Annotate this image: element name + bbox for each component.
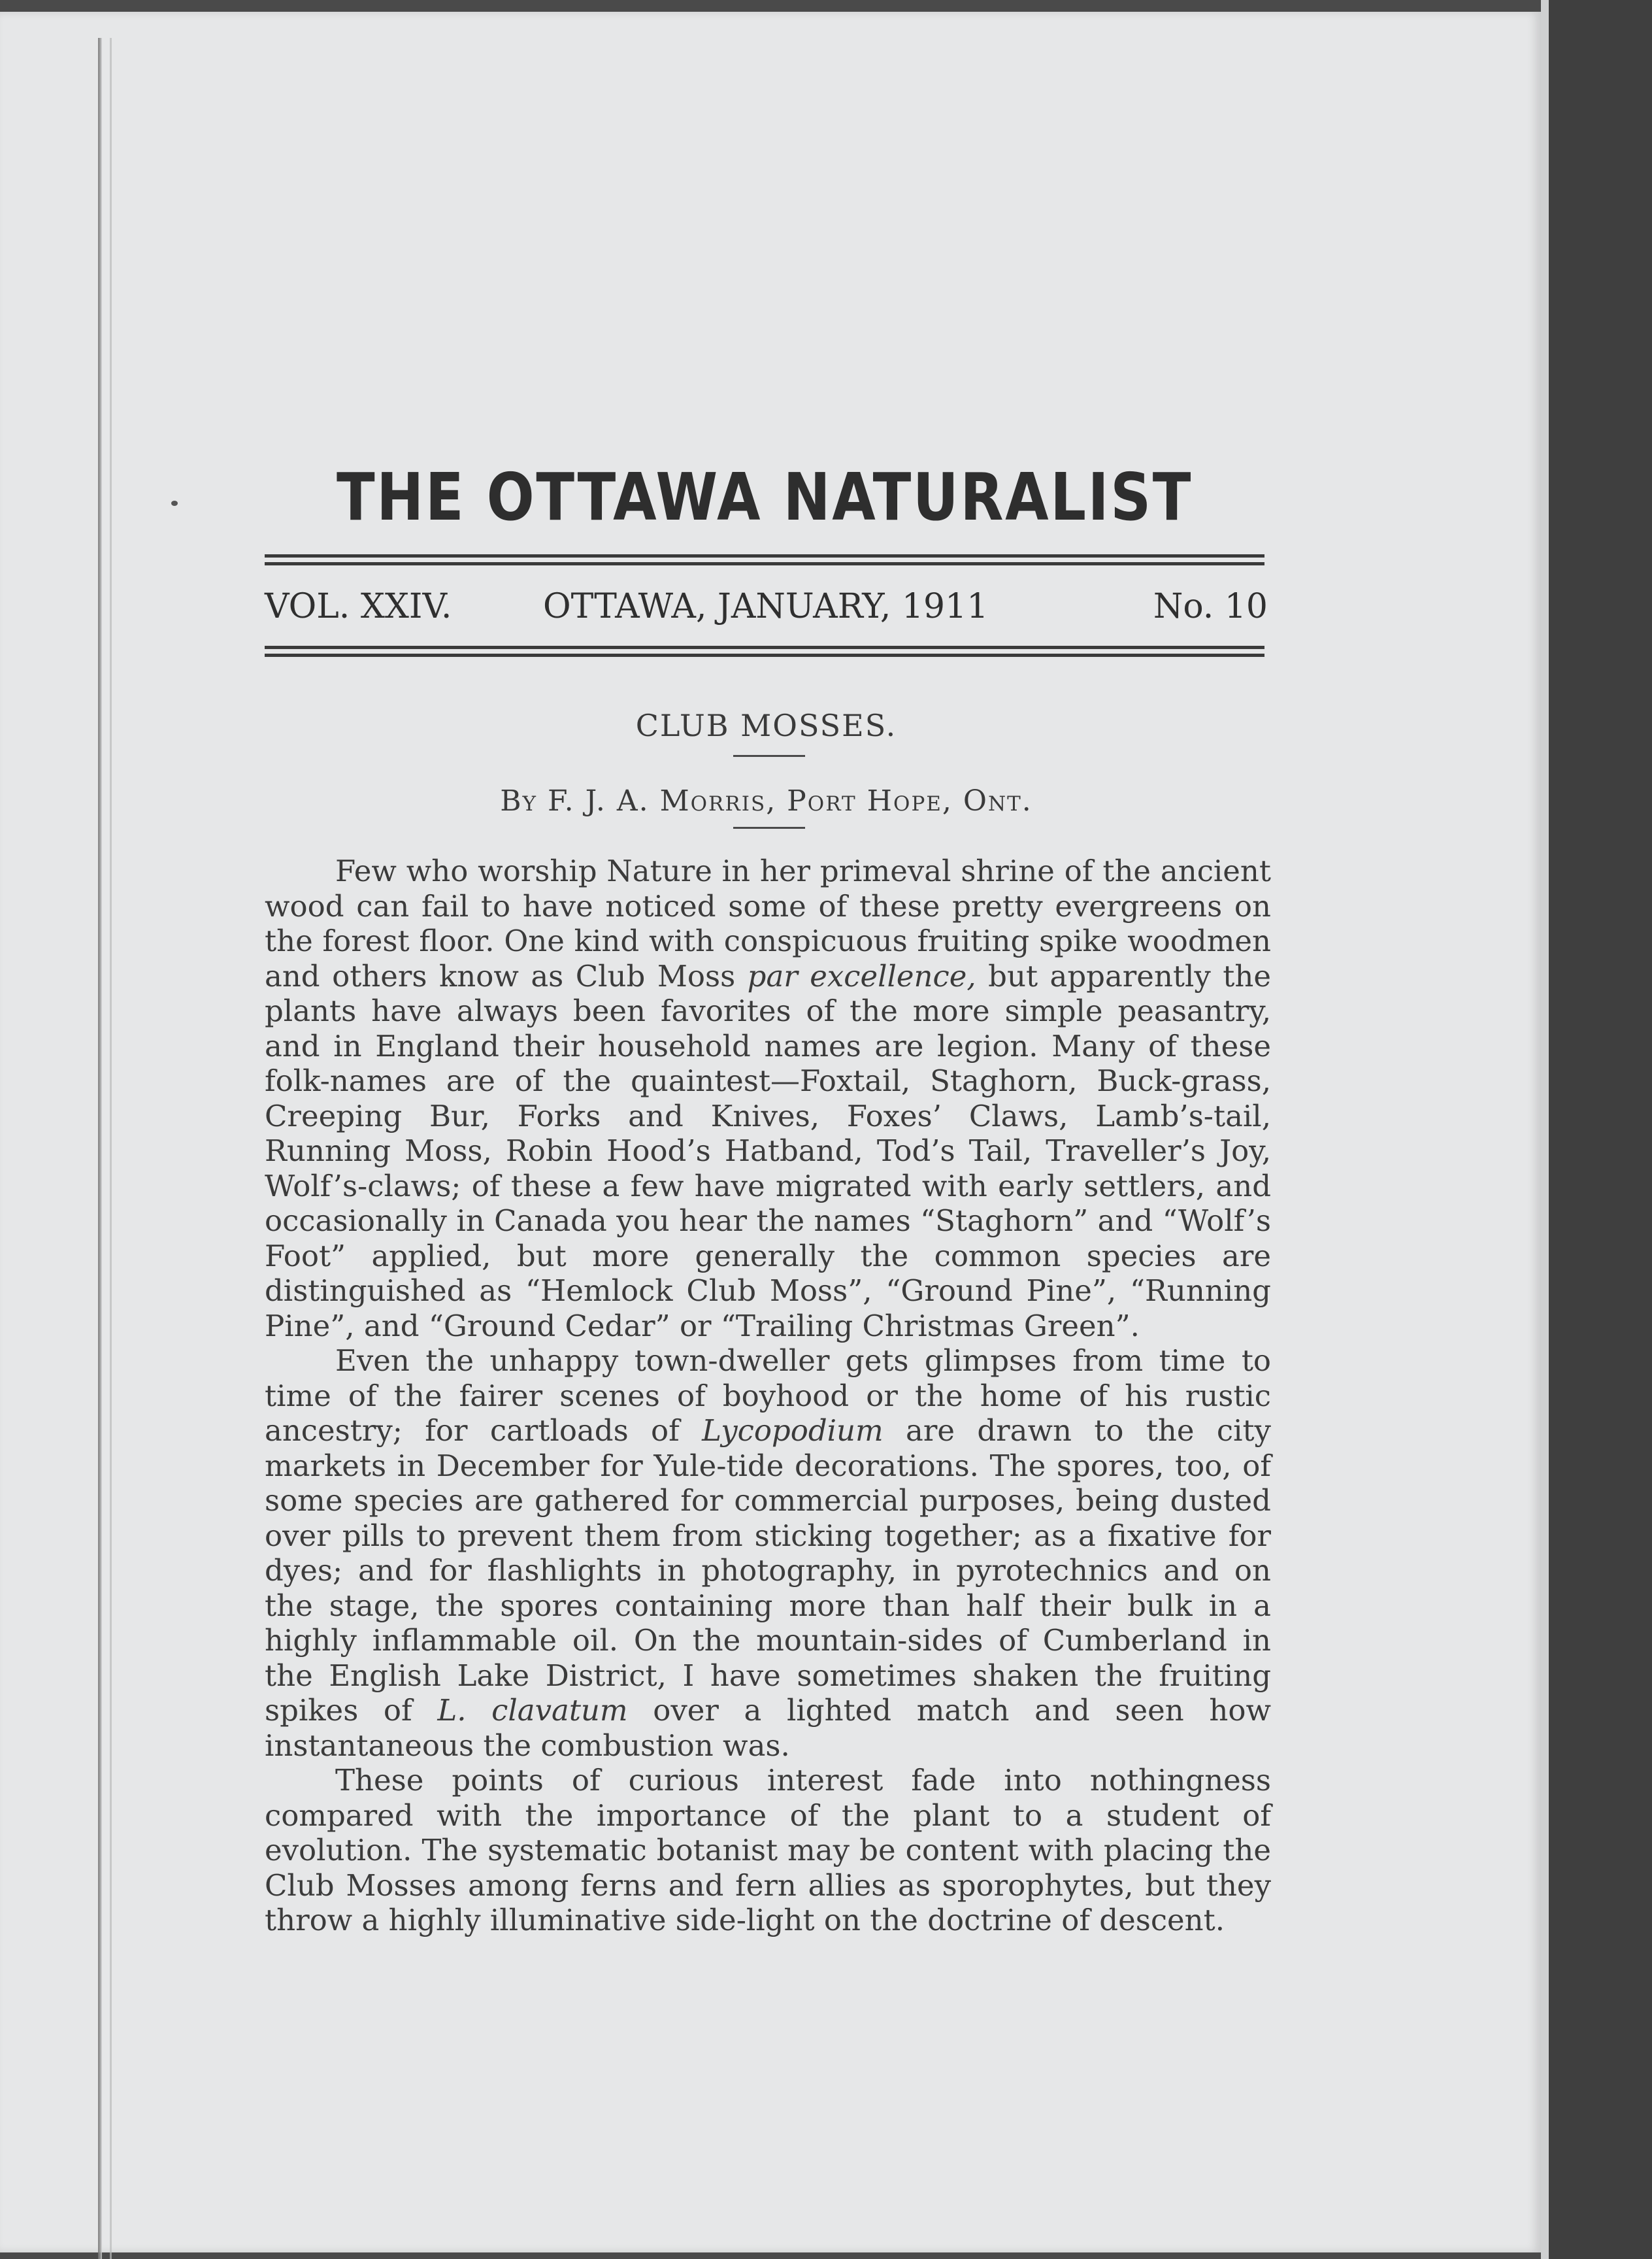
masthead-rule-top — [265, 554, 1264, 558]
masthead-rule-bottom — [265, 646, 1264, 649]
title-divider — [733, 755, 805, 757]
article-byline: By F. J. A. Morris, Port Hope, Ont. — [500, 784, 1032, 818]
paragraph — [265, 1763, 1271, 1938]
journal-masthead: THE OTTAWA NATURALIST — [337, 459, 1193, 535]
italic-term: L. clavatum — [437, 1693, 628, 1728]
journal-page — [0, 12, 1541, 2252]
article-title: CLUB MOSSES. — [635, 708, 897, 743]
binding-gutter-edge — [110, 38, 112, 2259]
paragraph-text: Even the unhappy town-dweller gets glimpses from time to time of the fairer scenes of boyhood or the home of his rustic ancestry; for cartloads of — [265, 1343, 1271, 1448]
issue-line — [265, 587, 1268, 634]
paragraph — [265, 854, 1271, 1343]
place-and-date: OTTAWA, JANUARY, 1911 — [543, 587, 989, 626]
binding-gutter-shadow — [98, 38, 102, 2259]
page-right-edge — [1541, 0, 1549, 2259]
italic-term: Lycopodium — [702, 1413, 884, 1448]
paragraph-text: Few who worship Nature in her primeval shrine of the ancient wood can fail to have noticed some of these pretty evergreens on the forest floor. One kind with conspicuous fruiting spike woodmen and others know as Club Moss — [265, 854, 1271, 994]
issue-number: No. 10 — [1153, 587, 1268, 626]
paragraph-text: are drawn to the city markets in December for Yule-tide decorations. The spores, too, of some species are gathered for commercial purposes, being dusted over pills to prevent them from sticking together; as a fixative for dyes; and for flashlights in photography, in pyrotechnics and on the stage, the spores containing more than half their bulk in a highly inflammable oil. On the mountain-sides of Cumberland in the English Lake District, I have sometimes shaken the fruiting spikes of — [265, 1413, 1271, 1728]
italic-phrase: par excellence, — [747, 958, 976, 994]
paragraph-text: These points of curious interest fade into nothingness compared with the importance of the plant to a student of evolution. The systematic botanist may be content with placing the Club Mosses among ferns and fern allies as sporophytes, but they throw a highly illuminative side-light on the doctrine of descent. — [265, 1763, 1271, 1937]
article-body — [265, 854, 1271, 1938]
paragraph — [265, 1343, 1271, 1763]
byline-divider — [733, 827, 805, 829]
paragraph-text: over a lighted match and seen how instantaneous the combustion was. — [265, 1693, 1271, 1763]
paragraph-text: but apparently the plants have always been favorites of the more simple peasantry, and in England their household names are legion. Many of these folk-names are of the quaintest—Foxtail, Staghorn, Buck-grass, Creeping Bur, Forks and Knives, Foxes’ Claws, Lamb’s-tail, Running Moss, Robin Hood’s Hatband, Tod’s Tail, Traveller’s Joy, Wolf’s-claws; of these a few have migrated with early settlers, and occasionally in Canada you hear the names “Staghorn” and “Wolf’s Foot” applied, but more generally the common species are distinguished as “Hemlock Club Moss”, “Ground Pine”, “Running Pine”, and “Ground Cedar” or “Trailing Christmas Green”. — [265, 958, 1271, 1343]
scan-speck — [171, 501, 178, 506]
volume-number: VOL. XXIV. — [265, 587, 452, 626]
scan-background-strip — [1549, 0, 1652, 2259]
